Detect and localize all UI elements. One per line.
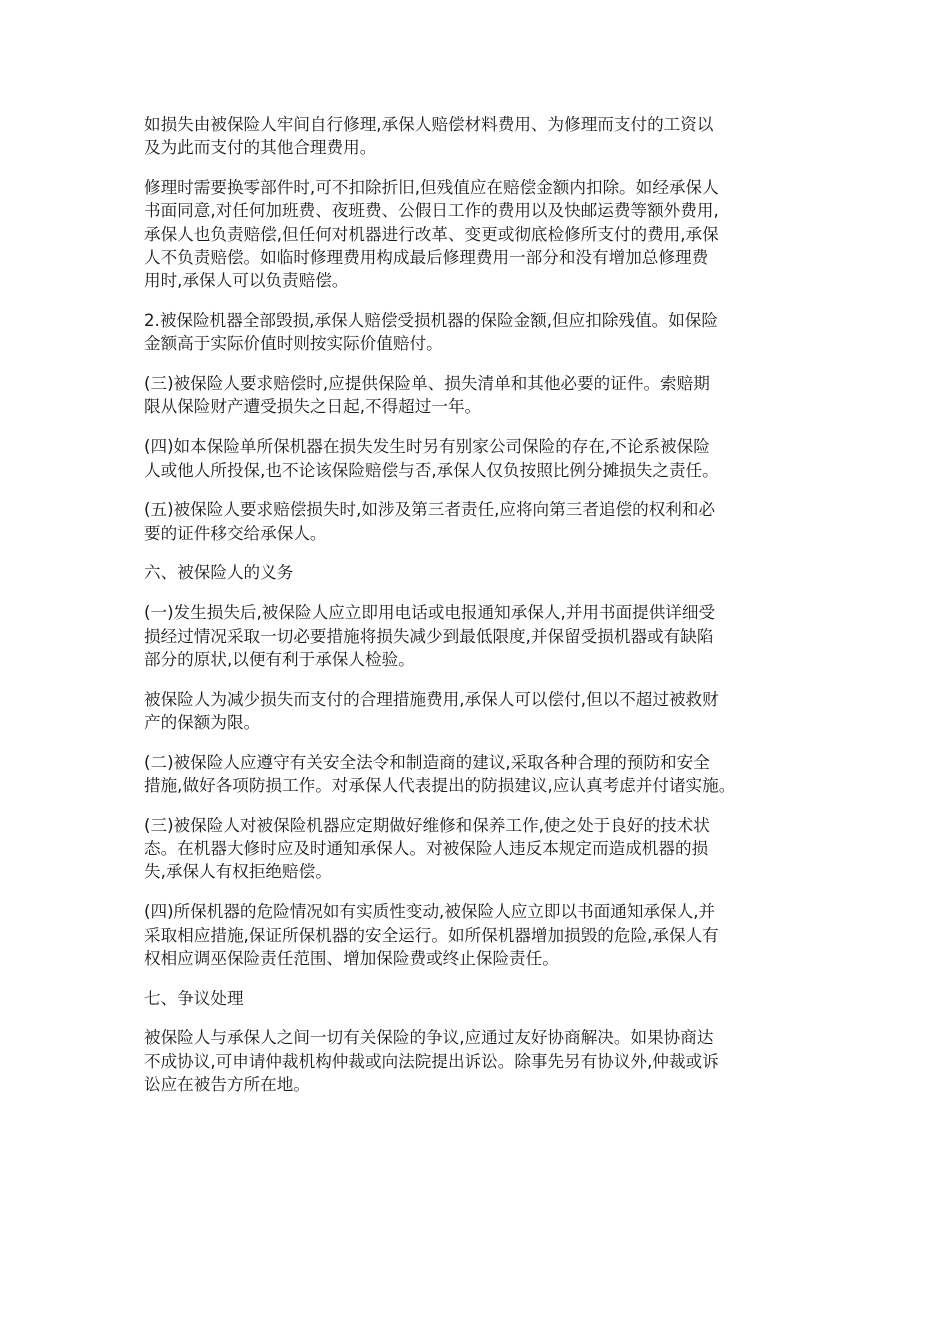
- paragraph-total-loss: 2.被保险机器全部毁损,承保人赔偿受损机器的保险金额,但应扣除残值。如保险 金额高于实际价值时则按实际价值赔付。: [144, 311, 718, 354]
- paragraph-mitigation-cost: 被保险人为减少损失而支付的合理措施费用,承保人可以偿付,但以不超过被救财 产的保额为限。: [144, 689, 719, 732]
- paragraph-replacement-parts: 修理时需要换零部件时,可不扣除折旧,但残值应在赔偿金额内扣除。如经承保人 书面同意,对任何加班费、夜班费、公假日工作的费用以及快邮运费等额外费用, 承保人也负责赔偿,但任何对机器进行改革、变更或彻底检修所支付的费用,承保 人不负责赔偿。如临时修理费用构成最后修理费用一部分和没有增加总修理费 用时,承保人可以负责赔偿。: [144, 178, 719, 291]
- document-body: [144, 113, 824, 1113]
- section-heading-obligations: 六、被保险人的义务: [144, 563, 294, 583]
- paragraph-risk-change: (四)所保机器的危险情况如有实质性变动,被保险人应立即以书面通知承保人,并 采取相应措施,保证所保机器的安全运行。如所保机器增加损毁的危险,承保人有 权相应调巫保险责任范围、增加保险费或终止保险责任。: [144, 902, 719, 968]
- paragraph-third-party: (五)被保险人要求赔偿损失时,如涉及第三者责任,应将向第三者追偿的权利和必 要的证件移交给承保人。: [144, 500, 716, 543]
- paragraph-loss-notice: (一)发生损失后,被保险人应立即用电话或电报通知承保人,并用书面提供详细受 损经过情况采取一切必要措施将损失减少到最低限度,并保留受损机器或有缺陷 部分的原状,以便有利于承保人检验。: [144, 603, 716, 669]
- paragraph-other-insurance: (四)如本保险单所保机器在损失发生时另有别家公司保险的存在,不论系被保险 人或他人所投保,也不论该保险赔偿与否,承保人仅负按照比例分摊损失之责任。: [144, 437, 719, 480]
- paragraph-safety-rules: (二)被保险人应遵守有关安全法令和制造商的建议,采取各种合理的预防和安全 措施,做好各项防损工作。对承保人代表提出的防损建议,应认真考虑并付诸实施。: [144, 752, 736, 796]
- paragraph-dispute-resolution: 被保险人与承保人之间一切有关保险的争议,应通过友好协商解决。如果协商达 不成协议,可申请仲裁机构仲裁或向法院提出诉讼。除事先另有协议外,仲裁或诉 讼应在被告方所在地。: [144, 1028, 719, 1094]
- section-heading-disputes: 七、争议处理: [144, 988, 244, 1008]
- paragraph-repair-cost: 如损失由被保险人牢间自行修理,承保人赔偿材料费用、为修理而支付的工资以 及为此而支付的其他合理费用。: [144, 115, 714, 158]
- paragraph-claim-documents: (三)被保险人要求赔偿时,应提供保险单、损失清单和其他必要的证件。索赔期 限从保险财产遭受损失之日起,不得超过一年。: [144, 374, 710, 417]
- paragraph-maintenance: (三)被保险人对被保险机器应定期做好维修和保养工作,使之处于良好的技术状 态。在机器大修时应及时通知承保人。对被保险人违反本规定而造成机器的损 失,承保人有权拒绝赔偿。: [144, 815, 710, 882]
